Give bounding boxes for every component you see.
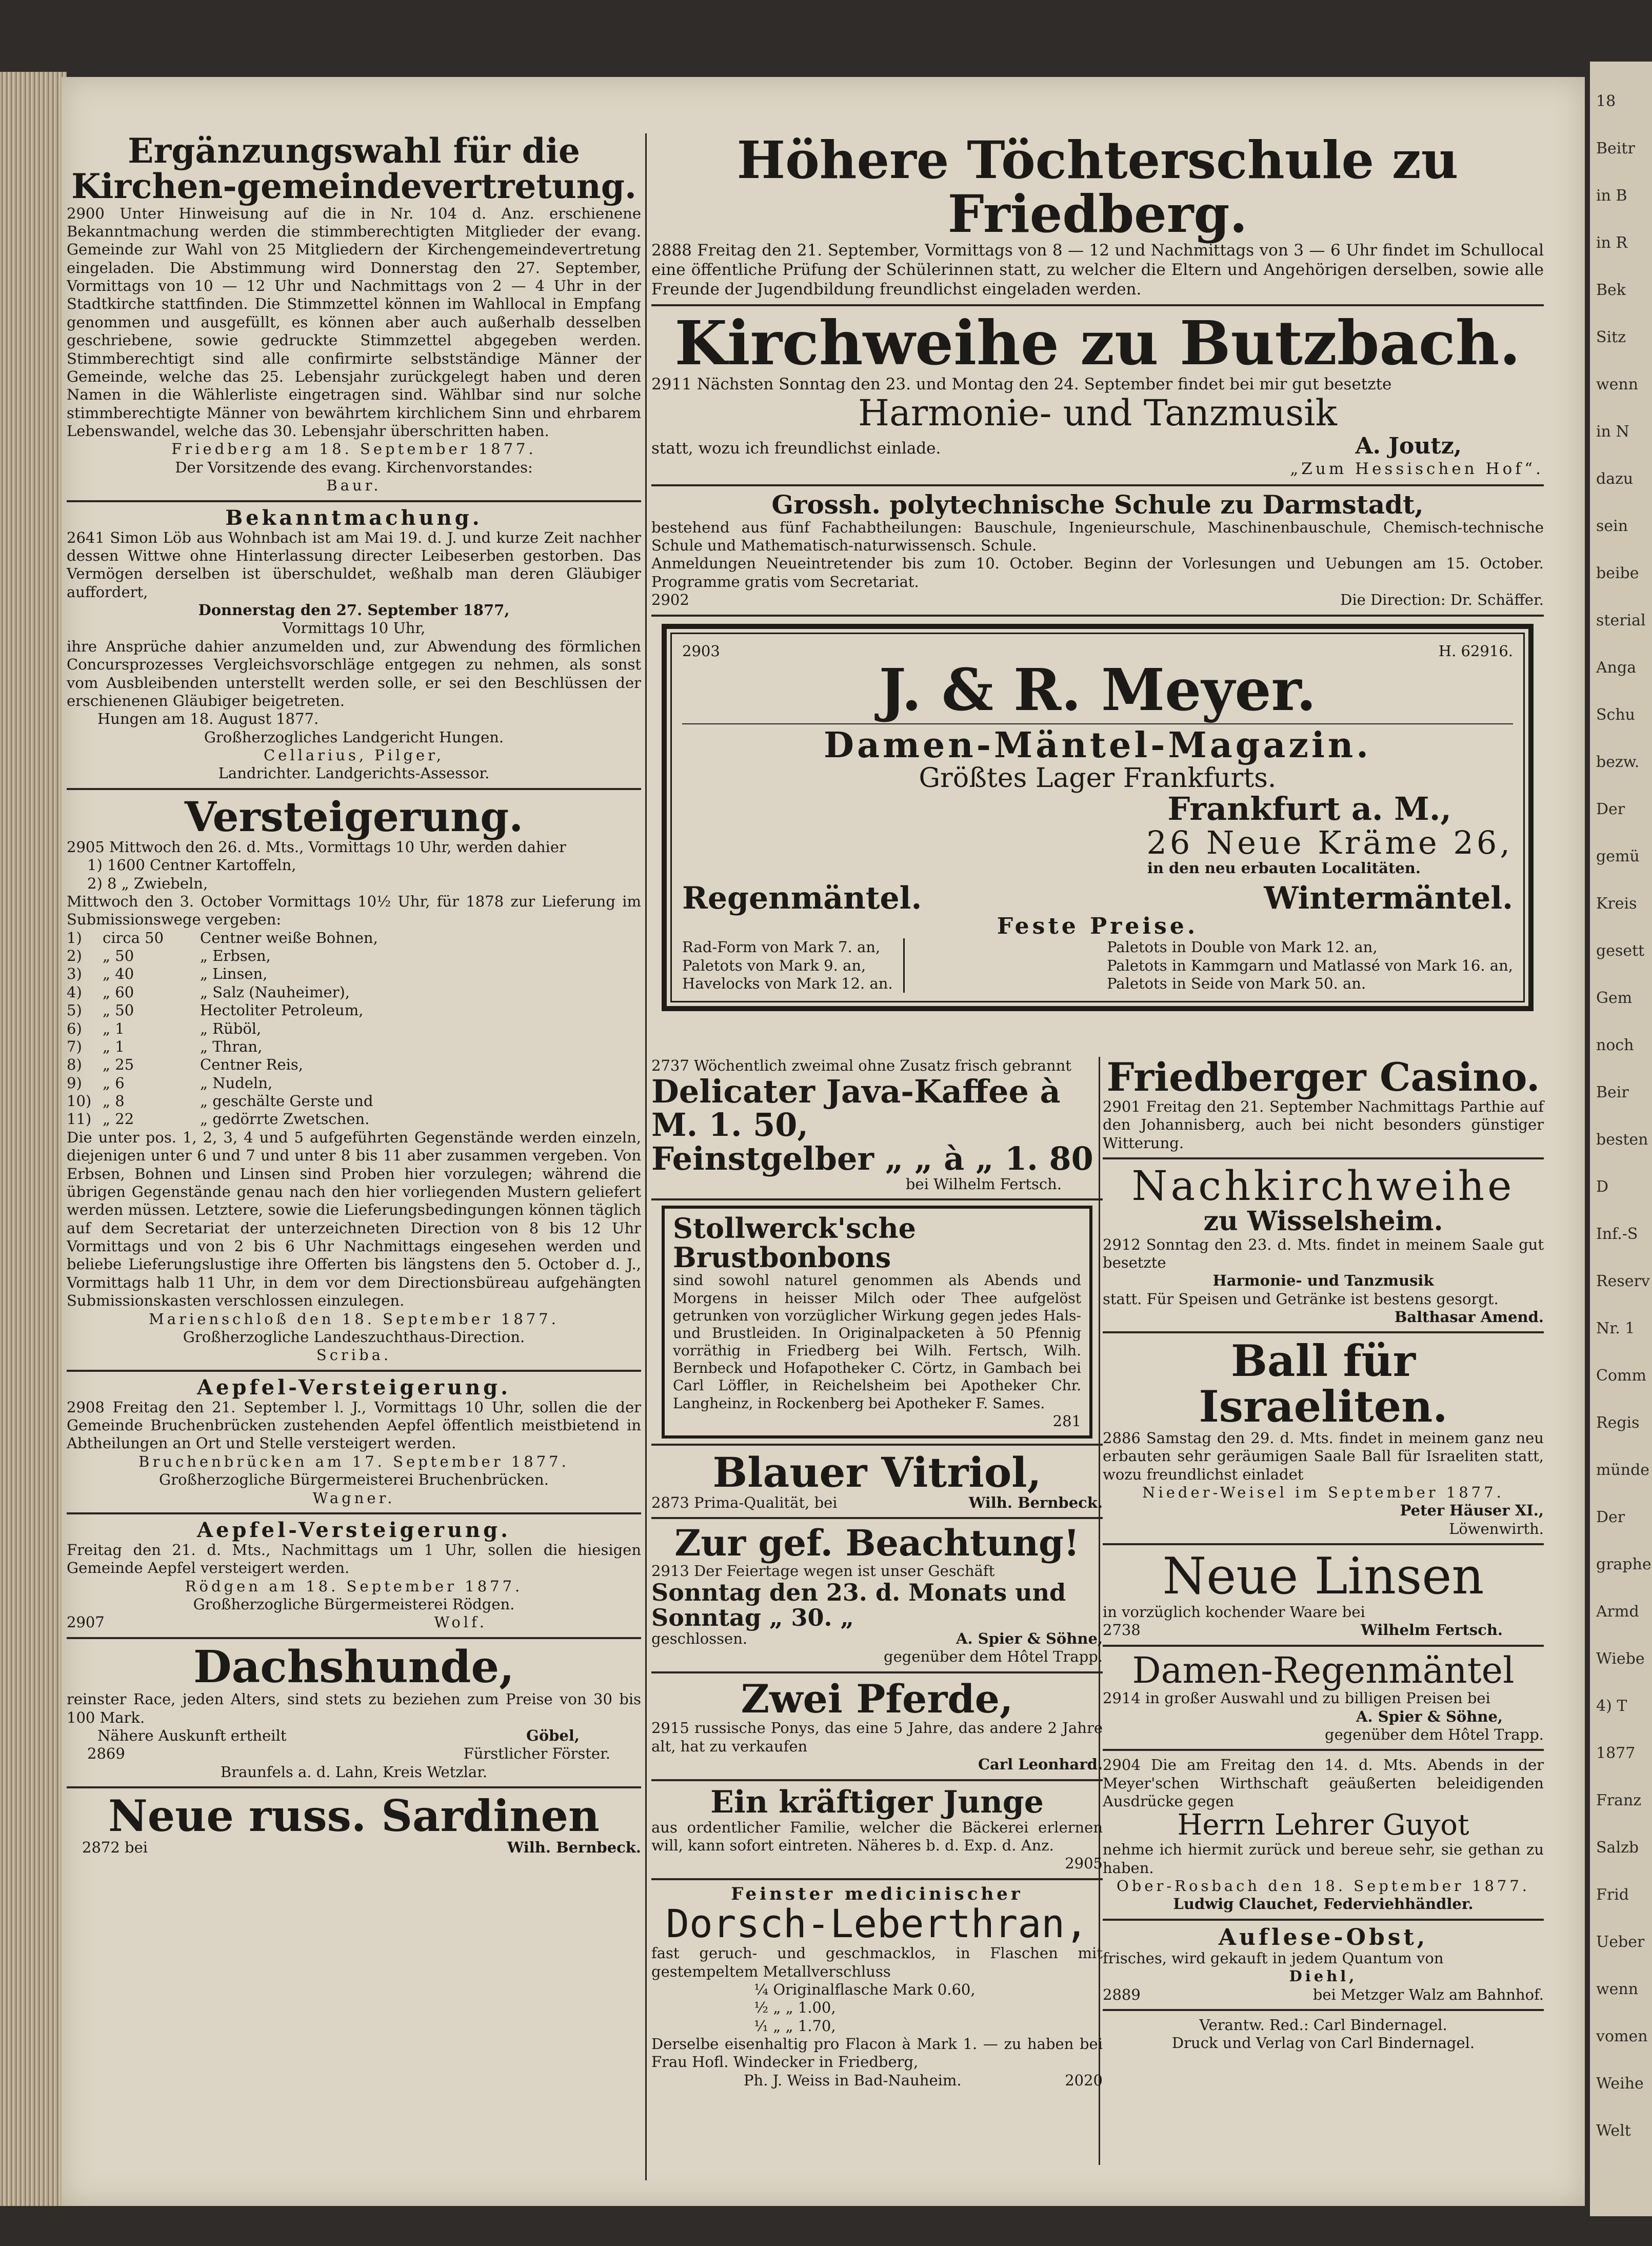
dorsch-price: ½ „ „ 1.00, <box>754 1999 836 2017</box>
divider <box>67 1512 641 1514</box>
obst-where: bei Metzger Walz am Bahnhof. <box>1312 1985 1544 2003</box>
junge-title: Ein kräftiger Junge <box>710 1784 1044 1820</box>
next-page-fragment: Inf.-S <box>1596 1225 1638 1243</box>
list-quantity: „ 8 <box>103 1092 125 1110</box>
bekanntmachung-place: Hungen am 18. August 1877. <box>97 710 319 728</box>
next-page-fragment: Beir <box>1596 1083 1629 1101</box>
next-page-fragment: Anga <box>1596 659 1637 677</box>
vitriol-body: 2873 Prima-Qualität, bei <box>651 1494 838 1512</box>
polytechnik-body: bestehend aus fünf Fachabtheilungen: Bauschule, Ingenieurschule, Maschinenbauschule, Chemisch-technische Schule und Mathematisch-naturwissensch. Schule. <box>651 518 1544 554</box>
next-page-fragment: Reserv <box>1596 1272 1650 1290</box>
versteigerung-item: 1) 1600 Centner Kartoffeln, <box>87 856 296 874</box>
beachtung-closed: geschlossen. <box>651 1629 748 1647</box>
java-line2: Feinstgelber „ „ à „ 1. 80 <box>651 1139 1093 1177</box>
ergaenzungswahl-name: Baur. <box>326 477 382 495</box>
next-page-fragment: vomen <box>1596 2027 1648 2045</box>
versteigerung-intro: 2905 Mittwoch den 26. d. Mts., Vormittags 10 Uhr, werden dahier <box>67 838 566 856</box>
list-quantity: „ 1 <box>103 1037 125 1055</box>
guyot-date: Ober-Rosbach den 18. September 1877. <box>1116 1877 1530 1895</box>
list-text: Centner weiße Bohnen, <box>200 929 378 947</box>
list-quantity: „ 60 <box>103 983 134 1001</box>
guyot-end: nehme ich hiermit zurück und bereue sehr, sie gethan zu haben. <box>1103 1841 1544 1877</box>
right-top-block <box>651 130 1544 1018</box>
list-text: „ geschälte Gerste und <box>200 1092 373 1110</box>
stollwerck-advert <box>662 1206 1092 1439</box>
divider <box>1103 1645 1544 1647</box>
meyer-price-right: Paletots in Seide von Mark 50. an. <box>1107 974 1366 992</box>
list-number: 5) <box>67 1001 82 1019</box>
list-number: 4) <box>67 983 82 1001</box>
next-page-fragment: in B <box>1596 187 1627 205</box>
linsen-num: 2738 <box>1103 1621 1141 1639</box>
list-quantity: circa 50 <box>103 929 164 947</box>
divider <box>1103 2009 1544 2011</box>
next-page-fragment: Welt <box>1596 2122 1631 2140</box>
imprint-publisher: Druck und Verlag von Carl Bindernagel. <box>1171 2034 1475 2052</box>
middle-column <box>651 1057 1103 2090</box>
meyer-price-left: Havelocks von Mark 12. an. <box>682 974 893 992</box>
versteigerung-body: Die unter pos. 1, 2, 3, 4 und 5 aufgeführten Gegenstände werden einzeln, diejenigen unter 6 und 7 und unter 8 bis 11 aber zusammen vergeben. Von Erbsen, Bohnen und Linsen sind Proben hier vorzulegen; während die übrigen Gegenstände genau nach den hier vorliegenden Mustern geliefert werden müssen. Letztere, sowie die Lieferungsbedingungen können täglich auf dem Secretariat der unterzeichneten Direction von 8 bis 12 Uhr Vormittags und von 2 bis 6 Uhr Nachmittags eingesehen werden und beliebe Lieferungslustige ihre Offerten bis längstens den 5. October d. J., Vormittags halb 11 Uhr, in dem vor dem Directionsbüreau aufgehängten Submissionskasten verschlossen einzulegen. <box>67 1128 641 1310</box>
pferde-title: Zwei Pferde, <box>741 1676 1013 1722</box>
list-text: „ Linsen, <box>200 965 268 983</box>
next-page-fragment: Kreis <box>1596 895 1637 913</box>
divider <box>1103 1919 1544 1921</box>
meyer-subtitle: Damen-Mäntel-Magazin. <box>824 725 1371 766</box>
beachtung-address: gegenüber dem Hôtel Trapp. <box>884 1648 1103 1666</box>
next-page-fragment: bezw. <box>1596 753 1640 771</box>
kirchweihe-music: Harmonie- und Tanzmusik <box>858 392 1337 435</box>
meyer-advert <box>662 624 1534 1012</box>
next-page-fragment: dazu <box>1596 470 1634 488</box>
nachkirchweihe-name: Balthasar Amend. <box>1394 1308 1544 1326</box>
polytechnik-sign: Die Direction: Dr. Schäffer. <box>1340 591 1544 609</box>
bekanntmachung-time: Vormittags 10 Uhr, <box>282 619 426 637</box>
kirchweihe-hof: „Zum Hessischen Hof“. <box>1290 460 1544 479</box>
polytechnik-registration: Anmeldungen Neueintretender bis zum 10. October. Beginn der Vorlesungen und Uebungen am 15. October. Programme gratis vom Secretariat. <box>651 555 1544 590</box>
next-page-fragment: Beitr <box>1596 140 1635 157</box>
next-page-fragment: Gem <box>1596 989 1633 1007</box>
bekanntmachung-body: 2641 Simon Löb aus Wohnbach ist am Mai 19. d. J. und kurze Zeit nachher dessen Wittwe ohne Hinterlassung directer Leibeserben gestorben. Das Vermögen derselben ist überschuldet, weßhalb man deren Gläubiger auffordert, <box>67 528 641 601</box>
obst-num: 2889 <box>1103 1985 1141 2003</box>
aepfel-body: 2908 Freitag den 21. September l. J., Vormittags 10 Uhr, sollen die der Gemeinde Bruchenbrücken zustehenden Aepfel öffentlich meistbietend in Abtheilungen an Ort und Stelle versteigert werden. <box>67 1398 641 1452</box>
nachkirchweihe-end: statt. Für Speisen und Getränke ist bestens gesorgt. <box>1103 1290 1499 1308</box>
kirchweihe-body: 2911 Nächsten Sonntag den 23. und Montag den 24. September findet bei mir gut besetzte <box>651 375 1392 394</box>
divider <box>651 304 1544 306</box>
linsen-body: in vorzüglich kochender Waare bei <box>1103 1603 1365 1621</box>
list-number: 6) <box>67 1019 82 1037</box>
divider <box>651 615 1544 617</box>
aepfel2-num: 2907 <box>67 1613 105 1631</box>
list-number: 9) <box>67 1074 82 1092</box>
versteigerung-name: Scriba. <box>316 1346 392 1364</box>
next-page-fragment: Sitz <box>1596 328 1626 346</box>
aepfel-sign: Großherzogliche Bürgermeisterei Bruchenbrücken. <box>159 1471 549 1489</box>
next-page-fragment: 1877 <box>1596 1744 1636 1762</box>
next-page-strip <box>1590 62 1652 2216</box>
next-page-fragment: Frid <box>1596 1886 1629 1904</box>
list-text: Hectoliter Petroleum, <box>200 1001 364 1019</box>
nachkirchweihe-title: Nachkirchweihe <box>1131 1161 1515 1210</box>
dorsch-end: Derselbe eisenhaltig pro Flacon à Mark 1. — zu haben bei Frau Hofl. Windecker in Friedberg, <box>651 2035 1103 2071</box>
next-page-fragment: wenn <box>1596 1980 1639 1998</box>
versteigerung-item: 2) 8 „ Zwiebeln, <box>87 874 208 892</box>
next-page-fragment: Nr. 1 <box>1596 1319 1635 1337</box>
versteigerung-list-row <box>67 1110 641 1128</box>
obst-title: Auflese-Obst, <box>1218 1924 1428 1951</box>
page-edge <box>0 72 67 2206</box>
divider <box>651 1878 1103 1880</box>
next-page-fragment: gemü <box>1596 848 1640 865</box>
list-text: „ gedörrte Zwetschen. <box>200 1110 370 1128</box>
ball-role: Löwenwirth. <box>1449 1520 1544 1538</box>
imprint-editor: Verantw. Red.: Carl Bindernagel. <box>1199 2016 1447 2034</box>
versteigerung-title: Versteigerung. <box>184 792 524 841</box>
vitriol-seller: Wilh. Bernbeck. <box>968 1494 1103 1512</box>
divider <box>67 1637 641 1639</box>
versteigerung-list-row <box>67 983 641 1001</box>
next-page-fragment: Wiebe <box>1596 1650 1645 1668</box>
next-page-fragment: D <box>1596 1178 1609 1196</box>
damen-title: Damen-Regenmäntel <box>1132 1649 1515 1691</box>
aepfel-title: Aepfel-Versteigerung. <box>196 1375 511 1400</box>
next-page-fragment: Salzb <box>1596 1839 1639 1857</box>
next-page-fragment: Weihe <box>1596 2075 1644 2093</box>
versteigerung-list-row <box>67 1020 641 1038</box>
next-page-fragment: graphe <box>1596 1555 1651 1573</box>
list-text: „ Rüböl, <box>200 1019 262 1037</box>
versteigerung-list-row <box>67 1038 641 1056</box>
bekanntmachung-title: Bekanntmachung. <box>225 505 483 530</box>
list-quantity: „ 6 <box>103 1074 125 1092</box>
pferde-seller: Carl Leonhard. <box>978 1756 1103 1774</box>
versteigerung-list-row <box>67 965 641 983</box>
divider <box>1103 1157 1544 1159</box>
next-page-fragment: Ueber <box>1596 1933 1645 1951</box>
dorsch-title: Dorsch-Leberthran, <box>666 1901 1088 1947</box>
junge-num: 2905 <box>1065 1855 1103 1873</box>
meyer-title: J. & R. Meyer. <box>879 656 1317 724</box>
next-page-fragment: sterial <box>1596 612 1646 629</box>
stollwerck-num: 281 <box>1052 1412 1081 1430</box>
versteigerung-list-row <box>67 947 641 965</box>
beachtung-line1: Sonntag den 23. d. Monats und <box>651 1579 1066 1607</box>
versteigerung-list-row <box>67 929 641 947</box>
dorsch-num: 2020 <box>1065 2071 1103 2089</box>
polytechnik-num: 2902 <box>651 591 689 609</box>
aepfel-name: Wagner. <box>312 1489 395 1507</box>
next-page-fragment: 18 <box>1596 92 1616 110</box>
java-seller: bei Wilhelm Fertsch. <box>905 1175 1062 1193</box>
pferde-body: 2915 russische Ponys, das eine 5 Jahre, das andere 2 Jahre alt, hat zu verkaufen <box>651 1719 1103 1755</box>
kirchweihe-end: statt, wozu ich freundlichst einlade. <box>651 439 941 458</box>
linsen-seller: Wilhelm Fertsch. <box>1361 1621 1503 1639</box>
next-page-fragment: noch <box>1596 1036 1634 1054</box>
list-quantity: „ 50 <box>103 947 134 965</box>
list-quantity: „ 40 <box>103 965 134 983</box>
next-page-fragment: münde <box>1596 1461 1650 1479</box>
java-intro: 2737 Wöchentlich zweimal ohne Zusatz frisch gebrannt <box>651 1057 1071 1074</box>
aepfel2-body: Freitag den 21. d. Mts., Nachmittags um 1 Uhr, sollen die hiesigen Gemeinde Aepfel versteigert werden. <box>67 1541 641 1577</box>
divider <box>1103 1749 1544 1751</box>
list-text: „ Nudeln, <box>200 1074 273 1092</box>
meyer-address: 26 Neue Kräme 26, <box>1146 823 1513 861</box>
divider <box>67 1370 641 1372</box>
list-quantity: „ 1 <box>103 1019 125 1037</box>
casino-body: 2901 Freitag den 21. September Nachmittags Parthie auf den Johannisberg, auch bei nicht besonders günstiger Witterung. <box>1103 1097 1544 1152</box>
dachshunde-more: Nähere Auskunft ertheilt <box>97 1726 287 1744</box>
meyer-price-right: Paletots in Double von Mark 12. an, <box>1107 938 1378 956</box>
guyot-title: Herrn Lehrer Guyot <box>1177 1808 1469 1842</box>
divider <box>651 1671 1103 1673</box>
far-right-column <box>1103 1054 1544 2053</box>
divider <box>67 1786 641 1788</box>
ergaenzungswahl-body: 2900 Unter Hinweisung auf die in Nr. 104 d. Anz. erschienene Bekanntmachung werden die stimmberechtigten Mitglieder der evang. Gemeinde zur Wahl von 25 Mitgliedern der Kirchengemeindevertretung eingeladen. Die Abstimmung wird Donnerstag den 27. September, Vormittags von 10 — 12 Uhr und Nachmittags von 2 — 4 Uhr in der Stadtkirche stattfinden. Die Stimmzettel können im Wahllocal in Empfang genommen und ausgefüllt, es können aber auch außerhalb desselben geschriebene, sowie gedruckte Stimmzettel abgegeben werden. Stimmberechtigt sind alle confirmirte selbstständige Männer der Gemeinde, welche das 25. Lebensjahr zurückgelegt haben und deren Namen in die Wählerliste eingetragen sind. Wählbar sind nur solche stimmberechtigte Männer von bewährtem kirchlichem Sinn und ehrbarem Lebenswandel, welche das 30. Lebensjahr überschritten haben. <box>67 204 641 440</box>
guyot-name: Ludwig Clauchet, Federviehhändler. <box>1173 1895 1474 1913</box>
bekanntmachung-date: Donnerstag den 27. September 1877, <box>198 601 510 619</box>
divider <box>1103 1331 1544 1333</box>
next-page-fragment: in R <box>1596 234 1628 252</box>
list-number: 3) <box>67 965 82 983</box>
versteigerung-date: Marienschloß den 18. September 1877. <box>149 1310 559 1328</box>
aepfel2-title: Aepfel-Versteigerung. <box>196 1518 511 1542</box>
nachkirchweihe-sub: zu Wisselsheim. <box>1203 1205 1443 1237</box>
next-page-fragment: wenn <box>1596 376 1639 393</box>
list-number: 8) <box>67 1056 82 1074</box>
list-quantity: „ 25 <box>103 1056 134 1074</box>
damen-seller: A. Spier & Söhne, <box>1356 1707 1503 1725</box>
next-page-fragment: beibe <box>1596 564 1639 582</box>
divider <box>1103 1543 1544 1545</box>
aepfel2-name: Wolf. <box>434 1613 487 1631</box>
obst-name: Diehl, <box>1289 1967 1358 1985</box>
casino-title: Friedberger Casino. <box>1106 1054 1540 1100</box>
versteigerung-list-row <box>67 1092 641 1110</box>
meyer-rain-coats: Regenmäntel. <box>682 880 922 917</box>
meyer-num: 2903 <box>682 642 720 660</box>
bekanntmachung-names: Cellarius, Pilger, <box>263 746 444 764</box>
kirchweihe-title: Kirchweihe zu Butzbach. <box>674 307 1521 379</box>
dorsch-pretitle: Feinster medicinischer <box>731 1883 1023 1904</box>
next-page-fragment: Schu <box>1596 706 1635 724</box>
stollwerck-title: Stollwerck'sche Brustbonbons <box>673 1212 917 1274</box>
versteigerung-mid: Mittwoch den 3. October Vormittags 10½ Uhr, für 1878 zur Lieferung im Submissionswege vergeben: <box>67 892 641 929</box>
divider <box>651 1779 1103 1781</box>
dorsch-price: ¼ Originalflasche Mark 0.60, <box>754 1980 976 1998</box>
toechterschule-body: 2888 Freitag den 21. September, Vormittags von 8 — 12 und Nachmittags von 3 — 6 Uhr findet im Schullocal eine öffentliche Prüfung der Schülerinnen statt, zu welcher die Eltern und Angehörigen derselben, sowie alle Freunde der Jugendbildung freundlichst eingeladen werden. <box>651 241 1544 299</box>
next-page-fragment: in N <box>1596 423 1629 441</box>
bekanntmachung-body2: ihre Ansprüche dahier anzumelden und, zur Abwendung des förmlichen Concursprozesses Vergleichsvorschläge entgegen zu nehmen, als sonst vom Ausbleibenden unterstellt werden solle, er sei den Beschlüssen der erschienenen Gläubiger beigetreten. <box>67 637 641 710</box>
next-page-fragment: Comm <box>1596 1367 1646 1385</box>
list-number: 10) <box>67 1092 92 1110</box>
linsen-title: Neue Linsen <box>1162 1547 1484 1606</box>
dachshunde-title: Dachshunde, <box>193 1641 514 1693</box>
dorsch-last: Ph. J. Weiss in Bad-Nauheim. <box>744 2071 962 2089</box>
next-page-fragment: Regis <box>1596 1414 1640 1432</box>
list-number: 7) <box>67 1037 82 1055</box>
beachtung-name: A. Spier & Söhne, <box>956 1629 1103 1647</box>
meyer-ref: H. 62916. <box>1438 642 1513 660</box>
list-quantity: „ 50 <box>103 1001 134 1019</box>
divider <box>651 1517 1103 1519</box>
list-text: Centner Reis, <box>200 1056 303 1074</box>
list-text: „ Erbsen, <box>200 947 271 965</box>
next-page-fragment: 4) T <box>1596 1697 1627 1715</box>
list-text: „ Salz (Nauheimer), <box>200 983 350 1001</box>
left-column <box>67 133 641 1857</box>
obst-body: frisches, wird gekauft in jedem Quantum von <box>1103 1949 1444 1967</box>
ball-body: 2886 Samstag den 29. d. Mts. findet in meinem ganz neu erbauten sehr geräumigen Saale Ball für Israeliten statt, wozu freundlichst einladet <box>1103 1429 1544 1483</box>
next-page-fragment: Bek <box>1596 281 1626 299</box>
meyer-price-right: Paletots in Kammgarn und Matlassé von Mark 16. an, <box>1107 956 1513 974</box>
next-page-fragment: Der <box>1596 800 1625 818</box>
sardinen-name: Wilh. Bernbeck. <box>507 1839 641 1857</box>
list-text: „ Thran, <box>200 1037 263 1055</box>
meyer-winter-coats: Wintermäntel. <box>1264 880 1513 917</box>
meyer-fixed-prices: Feste Preise. <box>997 913 1199 940</box>
next-page-fragment: Der <box>1596 1508 1625 1526</box>
next-page-fragment: besten <box>1596 1131 1648 1149</box>
polytechnik-title: Grossh. polytechnische Schule zu Darmstadt, <box>771 489 1424 520</box>
nachkirchweihe-body: 2912 Sonntag den 23. d. Mts. findet in meinem Saale gut besetzte <box>1103 1235 1544 1271</box>
sardinen-num: 2872 bei <box>82 1839 148 1857</box>
dachshunde-body: reinster Race, jeden Alters, sind stets zu beziehen zum Preise von 30 bis 100 Mark. <box>67 1690 641 1726</box>
sardinen-title: Neue russ. Sardinen <box>108 1790 600 1842</box>
beachtung-line2: Sonntag „ 30. „ <box>651 1603 854 1631</box>
list-number: 1) <box>67 929 82 947</box>
versteigerung-list <box>67 929 641 1129</box>
dachshunde-num: 2869 <box>87 1745 125 1763</box>
dachshunde-place: Braunfels a. d. Lahn, Kreis Wetzlar. <box>220 1763 488 1781</box>
ball-title: Ball für Israeliten. <box>1199 1335 1448 1432</box>
vitriol-title: Blauer Vitriol, <box>712 1448 1042 1497</box>
bekanntmachung-court: Großherzogliches Landgericht Hungen. <box>204 728 504 746</box>
beachtung-body: 2913 Der Feiertage wegen ist unser Geschäft <box>651 1562 995 1580</box>
aepfel-date: Bruchenbrücken am 17. September 1877. <box>138 1452 569 1470</box>
ball-name: Peter Häuser XI., <box>1400 1502 1544 1520</box>
guyot-body: 2904 Die am Freitag den 14. d. Mts. Abends in der Meyer'schen Wirthschaft geäußerten beleidigenden Ausdrücke gegen <box>1103 1756 1544 1810</box>
ergaenzungswahl-title: Ergänzungswahl für die Kirchen-gemeindevertretung. <box>71 131 636 207</box>
divider <box>67 500 641 502</box>
list-quantity: „ 22 <box>103 1110 134 1128</box>
dachshunde-role: Fürstlicher Förster. <box>463 1745 610 1763</box>
aepfel2-sign: Großherzogliche Bürgermeisterei Rödgen. <box>193 1595 515 1613</box>
meyer-city: Frankfurt a. M., <box>1167 790 1451 828</box>
next-page-fragment: Armd <box>1596 1603 1639 1621</box>
divider <box>651 1444 1103 1446</box>
junge-body: aus ordentlicher Familie, welcher die Bäckerei erlernen will, kann sofort eintreten. Näheres b. d. Exp. d. Anz. <box>651 1818 1103 1854</box>
bekanntmachung-roles: Landrichter. Landgerichts-Assessor. <box>218 764 490 782</box>
divider <box>651 484 1544 486</box>
column-divider-left <box>645 133 647 2180</box>
damen-body: 2914 in großer Auswahl und zu billigen Preisen bei <box>1103 1689 1490 1707</box>
versteigerung-list-row <box>67 1056 641 1074</box>
meyer-price-left: Paletots von Mark 9. an, <box>682 956 866 974</box>
java-line1: Delicater Java-Kaffee à M. 1. 50, <box>651 1073 1061 1144</box>
divider <box>651 1198 1103 1200</box>
ergaenzungswahl-date: Friedberg am 18. September 1877. <box>171 440 536 458</box>
versteigerung-list-row <box>67 1074 641 1092</box>
dorsch-body: fast geruch- und geschmacklos, in Flaschen mit gestempeltem Metallverschluss <box>651 1944 1103 1980</box>
aepfel2-date: Rödgen am 18. September 1877. <box>185 1577 523 1595</box>
stollwerck-body: sind sowohl naturel genommen als Abends und Morgens in heisser Milch oder Thee aufgelöst getrunken von vorzüglicher Wirkung gegen jedes Hals- und Brustleiden. In Originalpacketen à 50 Pfennig vorräthig in Friedberg bei Wilh. Fertsch, Wilh. Bernbeck und Hofapotheker C. Cörtz, in Gambach bei Carl Löffler, in Reichelsheim bei Apotheker Chr. Langheinz, in Rockenberg bei Apotheker F. Sames. <box>673 1272 1081 1412</box>
meyer-price-left: Rad-Form von Mark 7. an, <box>682 938 881 956</box>
next-page-fragment: Franz <box>1596 1791 1642 1809</box>
nachkirchweihe-music: Harmonie- und Tanzmusik <box>1212 1272 1434 1290</box>
divider <box>67 788 641 790</box>
damen-address: gegenüber dem Hôtel Trapp. <box>1325 1725 1544 1743</box>
toechterschule-title: Höhere Töchterschule zu Friedberg. <box>737 130 1459 244</box>
versteigerung-list-row <box>67 1001 641 1019</box>
meyer-subtitle2: Größtes Lager Frankfurts. <box>919 762 1277 794</box>
next-page-fragment: sein <box>1596 517 1628 535</box>
list-number: 11) <box>67 1110 92 1128</box>
list-number: 2) <box>67 947 82 965</box>
ergaenzungswahl-sign: Der Vorsitzende des evang. Kirchenvorstandes: <box>175 458 533 476</box>
dorsch-price: ¹⁄₁ „ „ 1.70, <box>754 2017 836 2035</box>
ball-date: Nieder-Weisel im September 1877. <box>1142 1483 1504 1501</box>
dachshunde-name: Göbel, <box>526 1726 580 1744</box>
beachtung-title: Zur gef. Beachtung! <box>674 1522 1080 1565</box>
next-page-fragment: gesett <box>1596 942 1645 960</box>
meyer-location: in den neu erbauten Localitäten. <box>1147 859 1421 877</box>
versteigerung-sign: Großherzogliche Landeszuchthaus-Direction. <box>183 1328 525 1346</box>
kirchweihe-name: A. Joutz, <box>1355 432 1462 459</box>
